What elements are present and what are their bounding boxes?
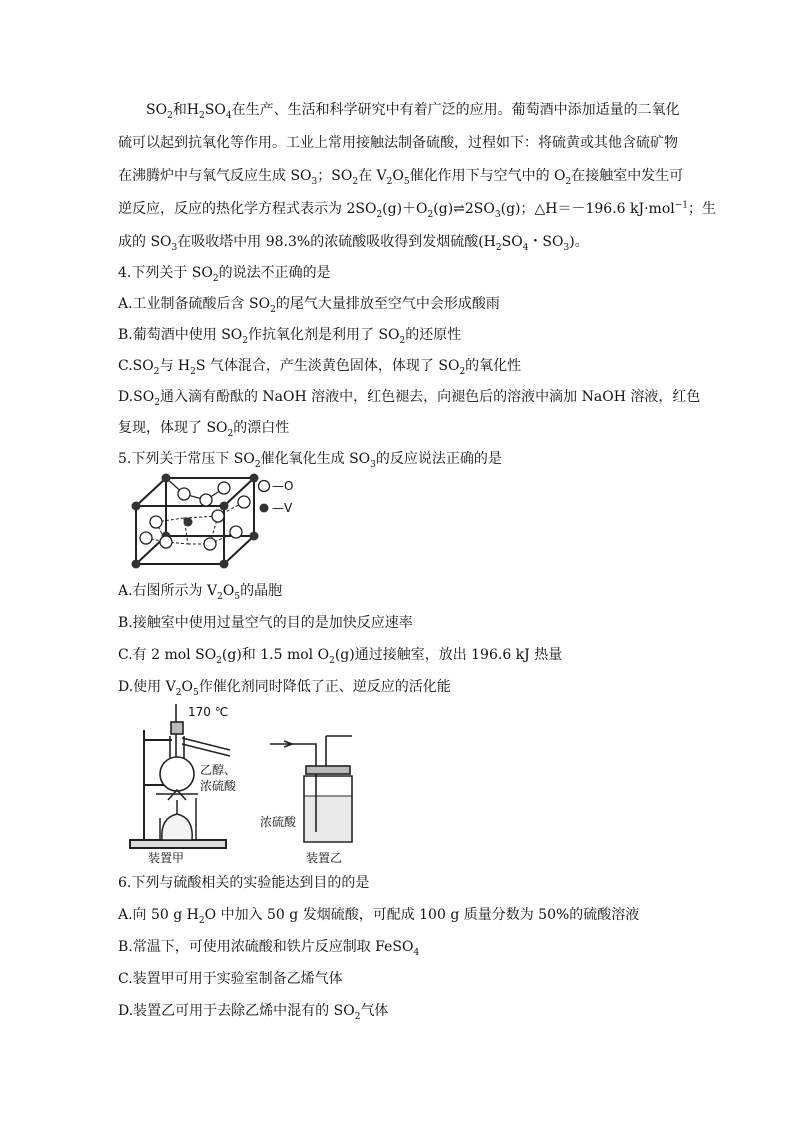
q6-option-b: B.常温下，可使用浓硫酸和铁片反应制取 FeSO$_4$	[118, 939, 420, 958]
q4-option-c: $C.SO_2$与 $H_2S$ 气体混合，产生淡黄色固体，体现了 $SO_2$的氧化性	[118, 358, 522, 377]
passage-line-4: 逆反应，反应的热化学方程式表示为 $2SO_2(g)+O_2(g)\rightleftharpoons 2SO_3(g)$；△H＝－196.6 kJ·mol$^{-1}$；生	[118, 200, 717, 220]
passage-line-5: 成的 $SO_3$在吸收塔中用 98.3%的浓硫酸吸收得到发烟硫酸($H_2SO_4$・$SO_3$)。	[118, 234, 589, 253]
q5-option-d: D.使用 $V_2O_5$作催化剂同时降低了正、逆反应的活化能	[118, 679, 451, 698]
temp-label: 170 ℃	[188, 705, 229, 719]
q6-stem: 6.下列与硫酸相关的实验能达到目的的是	[118, 875, 370, 891]
apparatus-figure	[120, 700, 380, 868]
q4-option-b: B.葡萄酒中使用 $SO_2$作抗氧化剂是利用了 $SO_2$的还原性	[118, 327, 462, 346]
q5-option-a: A.右图所示为 $V_2O_5$的晶胞	[118, 583, 283, 602]
q4-option-a: A.工业制备硫酸后含 $SO_2$的尾气大量排放至空气中会形成酸雨	[118, 296, 500, 315]
caption-apparatus-b: 装置乙	[306, 851, 343, 865]
q4-option-d: $D.SO_2$通入滴有酚酞的 NaOH 溶液中，红色褪去，向褪色后的溶液中滴加 NaOH 溶液，红色	[118, 389, 701, 408]
q4-option-d-cont: 复现，体现了 $SO_2$的漂白性	[118, 420, 290, 439]
q6-option-d: D.装置乙可用于去除乙烯中混有的 $SO_2$气体	[118, 1003, 389, 1022]
q5-option-b: B.接触室中使用过量空气的目的是加快反应速率	[118, 615, 413, 631]
q6-option-a: A.向 50 g $H_2O$ 中加入 50 g 发烟硫酸，可配成 100 g 质量分数为 50%的硫酸溶液	[118, 907, 640, 926]
q5-stem: 5.下列关于常压下 $SO_2$催化氧化生成 $SO_3$的反应说法正确的是	[118, 451, 502, 470]
crystal-cell-figure	[126, 472, 306, 572]
legend-oxygen: —O	[272, 479, 294, 493]
legend-vanadium: —V	[272, 501, 293, 515]
reagent-label-2: 浓硫酸	[200, 779, 237, 793]
passage-line-3: 在沸腾炉中与氧气反应生成 $SO_3$；$SO_2$在 $V_2O_5$催化作用下与空气中的 $O_2$在接触室中发生可	[118, 168, 684, 187]
caption-apparatus-a: 装置甲	[148, 851, 185, 865]
passage-line-1: $SO_2$和$H_2SO_4$在生产、生活和科学研究中有着广泛的应用。葡萄酒中添加适量的二氧化	[146, 102, 680, 121]
reagent-label-1: 乙醇、	[200, 763, 237, 777]
q6-option-c: C.装置甲可用于实验室制备乙烯气体	[118, 971, 343, 987]
passage-line-2: 硫可以起到抗氧化等作用。工业上常用接触法制备硫酸，过程如下：将硫黄或其他含硫矿物	[118, 135, 678, 151]
q4-stem: 4.下列关于 $SO_2$的说法不正确的是	[118, 265, 331, 284]
bottle-label: 浓硫酸	[260, 815, 297, 829]
q5-option-c: C.有 2 mol $SO_2(g)$和 1.5 mol $O_2(g)$通过接触室，放出 196.6 kJ 热量	[118, 647, 563, 666]
